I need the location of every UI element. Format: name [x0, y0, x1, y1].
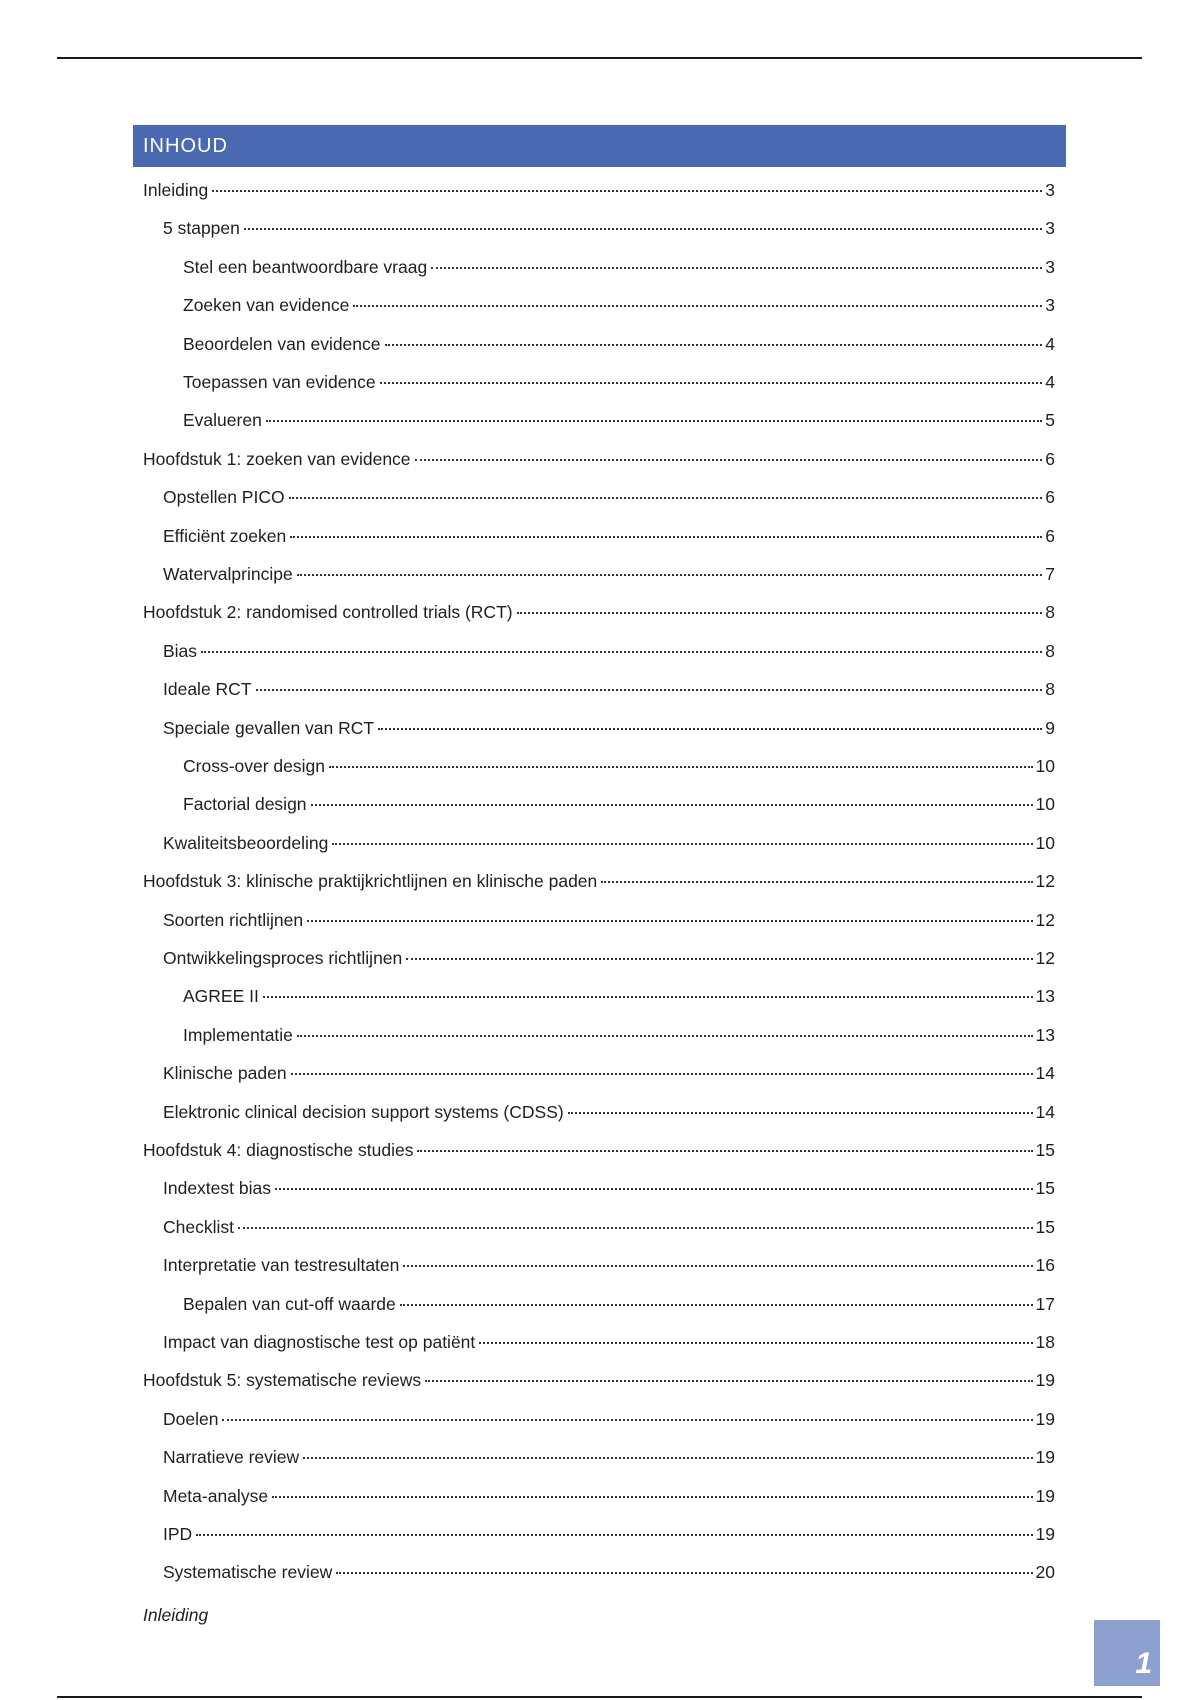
toc-entry[interactable] — [163, 524, 1055, 548]
toc-entry-title: IPD — [163, 1524, 193, 1544]
toc-entry[interactable] — [183, 754, 1055, 778]
toc-entry-page: 12 — [1035, 871, 1055, 892]
toc-entry-title: Hoofdstuk 2: randomised controlled trials (RCT) — [143, 602, 513, 623]
toc-dot-leader — [266, 420, 1042, 422]
toc-dot-leader — [238, 1227, 1033, 1229]
toc-entry-title: Speciale gevallen van RCT — [163, 717, 375, 738]
toc-dot-leader — [244, 228, 1042, 230]
toc-dot-leader — [517, 612, 1043, 614]
toc-entry-page: 6 — [1045, 525, 1055, 546]
toc-entry-title: Doelen — [163, 1408, 219, 1429]
toc-entry[interactable] — [163, 716, 1055, 740]
toc-dot-leader — [256, 689, 1043, 691]
toc-dot-leader — [353, 305, 1042, 307]
toc-entry[interactable] — [143, 447, 1055, 471]
toc-dot-leader — [272, 1496, 1032, 1498]
toc-entry-title: Soorten richtlijnen — [163, 909, 304, 930]
toc-dot-leader — [385, 344, 1043, 346]
toc-entry[interactable] — [143, 1368, 1055, 1392]
toc-entry-title: Toepassen van evidence — [183, 372, 376, 392]
toc-entry[interactable] — [183, 984, 1055, 1008]
section-heading: Inleiding — [143, 1605, 209, 1625]
toc-entry-title: Inleiding — [143, 180, 209, 200]
toc-entry-page: 4 — [1045, 333, 1055, 354]
toc-entry-page: 5 — [1045, 410, 1055, 431]
toc-entry[interactable] — [183, 293, 1055, 317]
toc-entry[interactable] — [183, 255, 1055, 279]
toc-entry-title: Narratieve review — [163, 1447, 300, 1468]
toc-entry-title: Ontwikkelingsproces richtlijnen — [163, 948, 403, 968]
toc-entry[interactable] — [163, 946, 1055, 970]
toc-dot-leader — [196, 1534, 1032, 1536]
toc-entry-title: Ideale RCT — [163, 679, 252, 700]
toc-dot-leader — [568, 1112, 1033, 1114]
toc-entry-title: Hoofdstuk 3: klinische praktijkrichtlijnen en klinische paden — [143, 871, 598, 892]
toc-dot-leader — [289, 497, 1043, 499]
toc-entry-title: Interpretatie van testresultaten — [163, 1255, 400, 1276]
toc-entry-page: 3 — [1045, 218, 1055, 239]
toc-entry-title: Indextest bias — [163, 1178, 271, 1199]
toc-entry[interactable] — [183, 1292, 1055, 1316]
toc-entry[interactable] — [163, 1560, 1055, 1584]
toc-entry[interactable] — [163, 562, 1055, 586]
toc-entry[interactable] — [163, 216, 1055, 240]
toc-entry[interactable] — [163, 1484, 1055, 1508]
toc-entry[interactable] — [163, 1100, 1055, 1124]
toc-entry[interactable] — [163, 1253, 1055, 1277]
toc-dot-leader — [297, 1035, 1033, 1037]
toc-entry[interactable] — [163, 1407, 1055, 1431]
toc-dot-leader — [431, 267, 1042, 269]
toc-dot-leader — [378, 728, 1042, 730]
toc-entry-page: 13 — [1035, 1024, 1055, 1045]
toc-entry-title: Kwaliteitsbeoordeling — [163, 832, 329, 853]
toc-dot-leader — [425, 1380, 1032, 1382]
toc-dot-leader — [201, 651, 1042, 653]
toc-entry-title: Bepalen van cut-off waarde — [183, 1293, 396, 1314]
toc-entry-page: 10 — [1035, 832, 1055, 853]
toc-entry-page: 14 — [1035, 1101, 1055, 1122]
toc-entry[interactable] — [163, 1445, 1055, 1469]
toc-entry-title: Meta-analyse — [163, 1485, 269, 1506]
toc-entry[interactable] — [163, 831, 1055, 855]
toc-dot-leader — [275, 1188, 1033, 1190]
toc-entry-page: 15 — [1035, 1140, 1055, 1160]
toc-entry-title: Hoofdstuk 5: systematische reviews — [143, 1370, 422, 1391]
toc-entry[interactable] — [163, 639, 1055, 663]
toc-entry-page: 8 — [1045, 640, 1055, 661]
toc-entry-title: Zoeken van evidence — [183, 295, 350, 316]
toc-entry-page: 9 — [1045, 717, 1055, 738]
toc-heading: INHOUD — [133, 125, 1066, 167]
toc-entry[interactable] — [183, 332, 1055, 356]
toc-entry[interactable] — [183, 408, 1055, 432]
toc-entry-page: 3 — [1045, 295, 1055, 316]
toc-entry-title: Beoordelen van evidence — [183, 333, 381, 354]
toc-entry-page: 6 — [1045, 487, 1055, 508]
toc-entry-page: 19 — [1035, 1447, 1055, 1468]
toc-entry-page: 4 — [1045, 372, 1055, 392]
toc-entry-title: Evalueren — [183, 410, 262, 431]
toc-entry-page: 19 — [1035, 1524, 1055, 1544]
toc-dot-leader — [601, 881, 1032, 883]
toc-entry-title: Checklist — [163, 1216, 234, 1237]
toc-dot-leader — [417, 1150, 1032, 1152]
toc-entry[interactable] — [143, 869, 1055, 893]
toc-entry-page: 12 — [1035, 909, 1055, 930]
toc-dot-leader — [380, 382, 1043, 384]
toc-entry-page: 16 — [1035, 1255, 1055, 1276]
toc-entry-title: Klinische paden — [163, 1063, 287, 1084]
toc-entry-title: 5 stappen — [163, 218, 240, 239]
toc-dot-leader — [303, 1457, 1032, 1459]
toc-entry-page: 8 — [1045, 602, 1055, 623]
toc-entry-title: Implementatie — [183, 1024, 293, 1045]
toc-entry[interactable] — [143, 178, 1055, 202]
toc-entry-title: AGREE II — [183, 986, 259, 1007]
toc-entry[interactable] — [163, 677, 1055, 701]
toc-dot-leader — [415, 459, 1043, 461]
toc-entry-title: Hoofdstuk 1: zoeken van evidence — [143, 448, 411, 469]
toc-dot-leader — [311, 804, 1033, 806]
toc-dot-leader — [479, 1342, 1032, 1344]
toc-entry-page: 19 — [1035, 1485, 1055, 1506]
toc-dot-leader — [263, 996, 1033, 998]
toc-entry[interactable] — [163, 1176, 1055, 1200]
toc-dot-leader — [403, 1265, 1032, 1267]
toc-entry-page: 14 — [1035, 1063, 1055, 1084]
toc-dot-leader — [329, 766, 1033, 768]
bottom-rule — [57, 1696, 1142, 1698]
toc-entry-page: 18 — [1035, 1332, 1055, 1352]
toc-entry-title: Opstellen PICO — [163, 487, 285, 508]
toc-dot-leader — [332, 843, 1032, 845]
toc-entry-title: Impact van diagnostische test op patiënt — [163, 1332, 476, 1352]
toc-entry[interactable] — [163, 908, 1055, 932]
toc-entry[interactable] — [163, 1330, 1055, 1354]
toc-entry-title: Systematische review — [163, 1562, 333, 1583]
toc-entry[interactable] — [143, 1138, 1055, 1162]
toc-entry-page: 10 — [1035, 794, 1055, 815]
toc-dot-leader — [222, 1419, 1032, 1421]
toc-entry-page: 8 — [1045, 679, 1055, 700]
toc-entry[interactable] — [183, 1023, 1055, 1047]
toc-dot-leader — [290, 536, 1042, 538]
toc-dot-leader — [307, 920, 1032, 922]
toc-entry-page: 3 — [1045, 180, 1055, 200]
toc-entry[interactable] — [163, 485, 1055, 509]
page-number: 1 — [1094, 1620, 1160, 1686]
toc-dot-leader — [406, 958, 1032, 960]
toc-entry-page: 15 — [1035, 1216, 1055, 1237]
toc-entry-title: Watervalprincipe — [163, 564, 293, 584]
toc-entry-page: 6 — [1045, 448, 1055, 469]
toc-entry-page: 13 — [1035, 986, 1055, 1007]
toc-entry[interactable] — [163, 1522, 1055, 1546]
toc-entry[interactable] — [163, 1061, 1055, 1085]
toc-entry[interactable] — [183, 792, 1055, 816]
toc-entry[interactable] — [163, 1215, 1055, 1239]
toc-entry-page: 12 — [1035, 948, 1055, 968]
toc-dot-leader — [212, 190, 1042, 192]
toc-dot-leader — [297, 574, 1043, 576]
toc-entry-page: 19 — [1035, 1408, 1055, 1429]
toc-entry-page: 17 — [1035, 1293, 1055, 1314]
toc-entry-title: Hoofdstuk 4: diagnostische studies — [143, 1140, 414, 1160]
toc-entry-title: Efficiënt zoeken — [163, 525, 287, 546]
toc-entry-title: Factorial design — [183, 794, 307, 815]
toc-entry-title: Bias — [163, 640, 198, 661]
toc-entry-title: Elektronic clinical decision support systems (CDSS) — [163, 1101, 564, 1122]
toc-entry-page: 20 — [1035, 1562, 1055, 1583]
toc-entry-page: 7 — [1045, 564, 1055, 584]
toc-entry-page: 19 — [1035, 1370, 1055, 1391]
toc-entry[interactable] — [143, 600, 1055, 624]
toc-dot-leader — [291, 1073, 1033, 1075]
toc-entry-title: Stel een beantwoordbare vraag — [183, 256, 428, 277]
toc-entry-page: 10 — [1035, 756, 1055, 776]
toc-dot-leader — [400, 1304, 1033, 1306]
toc-dot-leader — [336, 1572, 1032, 1574]
toc-entry[interactable] — [183, 370, 1055, 394]
toc-entry-title: Cross-over design — [183, 756, 325, 776]
toc-entry-page: 3 — [1045, 256, 1055, 277]
toc-entry-page: 15 — [1035, 1178, 1055, 1199]
